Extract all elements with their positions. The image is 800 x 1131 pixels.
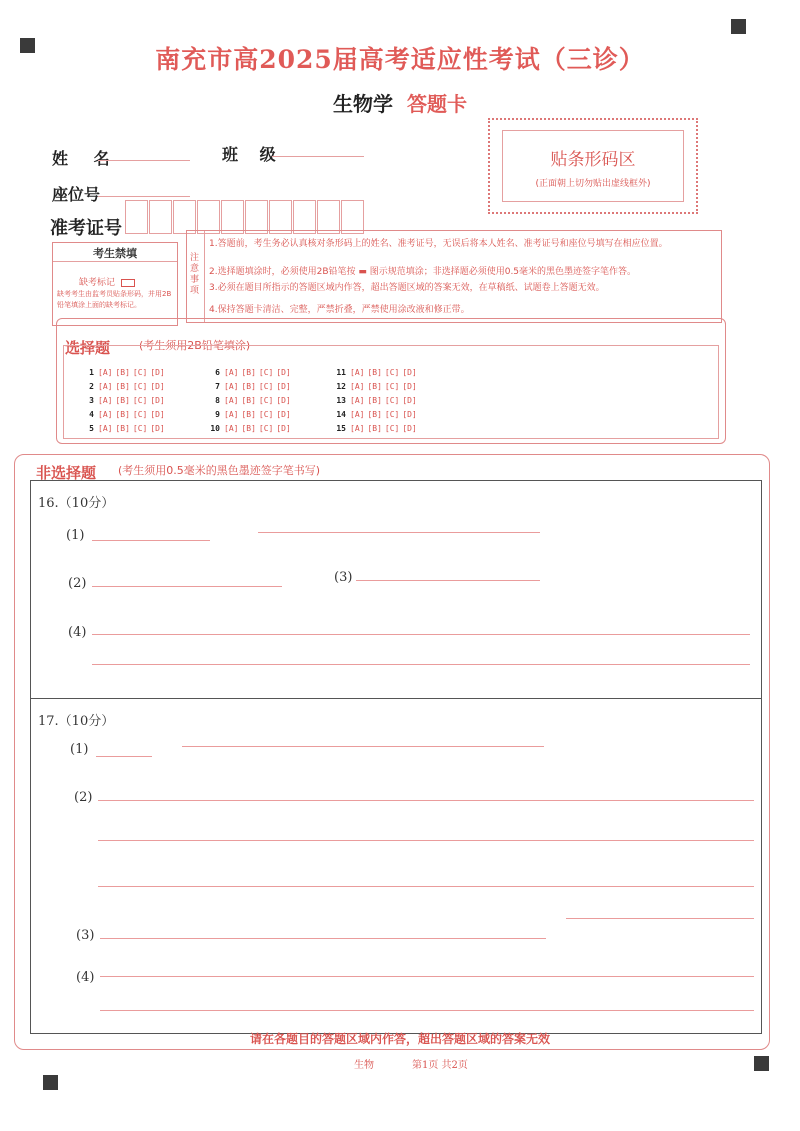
exam-id-digit-box[interactable] xyxy=(221,200,244,234)
choice-option-bubble[interactable]: [D] xyxy=(402,424,417,433)
q17-label: 17.（10分） xyxy=(38,714,115,729)
choice-option-bubble[interactable]: [A] xyxy=(350,368,365,377)
choice-question-row xyxy=(206,396,294,405)
answer-card-label: 答题卡 xyxy=(407,92,467,116)
choice-section-title: 选择题 xyxy=(65,339,111,357)
choice-question-number: 4 xyxy=(89,410,94,419)
barcode-area xyxy=(488,118,698,214)
q16-part-4-answer-line[interactable] xyxy=(92,664,750,665)
choice-question-number: 1 xyxy=(89,368,94,377)
choice-option-bubble[interactable]: [B] xyxy=(241,382,256,391)
choice-option-bubble[interactable]: [D] xyxy=(276,382,291,391)
choice-question-number: 7 xyxy=(215,382,220,391)
choice-option-bubble[interactable]: [C] xyxy=(132,396,148,405)
choice-section-note: (考生须用2B铅笔填涂) xyxy=(139,339,251,352)
exam-id-digit-box[interactable] xyxy=(197,200,220,234)
choice-option-bubble[interactable]: [C] xyxy=(258,382,274,391)
q16-part-2-label: (2) xyxy=(68,576,87,591)
choice-question-row xyxy=(80,424,168,433)
choice-option-bubble[interactable]: [A] xyxy=(98,410,113,419)
answer-frame-divider xyxy=(30,698,762,699)
choice-option-bubble[interactable]: [A] xyxy=(350,396,365,405)
choice-option-bubble[interactable]: [D] xyxy=(276,396,291,405)
subject-name: 生物学 xyxy=(333,92,393,116)
choice-option-bubble[interactable]: [D] xyxy=(150,368,165,377)
choice-option-bubble[interactable]: [D] xyxy=(150,424,165,433)
corner-marker-top-right xyxy=(731,19,746,34)
barcode-note: (正面朝上切勿贴出虚线框外) xyxy=(535,179,651,189)
choice-question-row xyxy=(332,424,420,433)
barcode-title: 贴条形码区 xyxy=(550,150,636,170)
q17-part-1-answer-line[interactable] xyxy=(96,756,152,757)
q16-part-4-label: (4) xyxy=(68,625,87,640)
missing-mark-label: 缺考标记 xyxy=(79,278,116,288)
choice-option-bubble[interactable]: [B] xyxy=(115,382,130,391)
choice-question-number: 13 xyxy=(336,396,346,405)
choice-option-bubble[interactable]: [D] xyxy=(276,410,291,419)
class-label: 班 级 xyxy=(222,145,284,164)
choice-question-number: 15 xyxy=(336,424,346,433)
footer-warning: 请在各题目的答题区域内作答，超出答题区域的答案无效 xyxy=(249,1032,550,1046)
footer-page-info: 第1页 共2页 xyxy=(412,1060,468,1071)
notice-item-3: 3.必须在题目所指示的答题区域内作答，超出答题区域的答案无效，在草稿纸、试题卷上答题无效。 xyxy=(209,283,605,293)
q16-part-1-label: (1) xyxy=(66,528,85,543)
q16-part-4-answer-line[interactable] xyxy=(92,634,750,635)
choice-option-bubble[interactable]: [C] xyxy=(384,424,400,433)
choice-option-bubble[interactable]: [B] xyxy=(241,396,256,405)
exam-id-digit-box[interactable] xyxy=(245,200,268,234)
choice-option-bubble[interactable]: [C] xyxy=(384,396,400,405)
q17-part-4-label: (4) xyxy=(76,970,95,985)
answer-frame xyxy=(30,480,762,1034)
q17-part-3-label: (3) xyxy=(76,928,95,943)
choice-option-bubble[interactable]: [B] xyxy=(115,396,130,405)
choice-option-bubble[interactable]: [D] xyxy=(150,396,165,405)
choice-option-bubble[interactable]: [C] xyxy=(384,410,400,419)
choice-option-bubble[interactable]: [C] xyxy=(132,424,148,433)
choice-option-bubble[interactable]: [B] xyxy=(367,396,382,405)
missing-mark[interactable] xyxy=(79,275,135,288)
q16-part-3-answer-line[interactable] xyxy=(356,580,540,581)
q17-part-1-label: (1) xyxy=(70,742,89,757)
choice-option-bubble[interactable]: [A] xyxy=(224,368,239,377)
examiner-title: 考生禁填 xyxy=(93,247,137,260)
missing-mark-note: 缺考考生由监考员贴条形码，并用2B铅笔填涂上面的缺考标记。 xyxy=(57,290,172,309)
choice-question-row xyxy=(332,368,420,377)
choice-option-bubble[interactable]: [A] xyxy=(350,410,365,419)
choice-option-bubble[interactable]: [B] xyxy=(367,410,382,419)
exam-id-digit-box[interactable] xyxy=(293,200,316,234)
choice-question-row xyxy=(80,410,168,419)
choice-option-bubble[interactable]: [B] xyxy=(367,382,382,391)
choice-question-number: 5 xyxy=(89,424,94,433)
exam-id-label: 准考证号 xyxy=(50,218,122,239)
choice-option-bubble[interactable]: [A] xyxy=(98,424,113,433)
q17-part-2-label: (2) xyxy=(74,790,93,805)
choice-question-row xyxy=(206,382,294,391)
choice-option-bubble[interactable]: [D] xyxy=(402,410,417,419)
choice-option-bubble[interactable]: [A] xyxy=(224,424,239,433)
choice-option-bubble[interactable]: [A] xyxy=(98,396,113,405)
choice-question-number: 9 xyxy=(215,410,220,419)
choice-question-number: 8 xyxy=(215,396,220,405)
choice-option-bubble[interactable]: [B] xyxy=(241,424,256,433)
seat-field[interactable] xyxy=(98,196,190,197)
notice-side-label: 注意事项 xyxy=(190,253,200,296)
choice-option-bubble[interactable]: [C] xyxy=(132,382,148,391)
choice-option-bubble[interactable]: [A] xyxy=(224,382,239,391)
choice-option-bubble[interactable]: [B] xyxy=(115,368,130,377)
missing-mark-box-icon[interactable] xyxy=(121,279,135,287)
choice-question-row xyxy=(332,396,420,405)
exam-id-digit-box[interactable] xyxy=(341,200,364,234)
choice-question-number: 12 xyxy=(336,382,346,391)
corner-marker-bottom-right xyxy=(754,1056,769,1071)
choice-option-bubble[interactable]: [C] xyxy=(132,410,148,419)
exam-id-digit-box[interactable] xyxy=(149,200,172,234)
notice-box xyxy=(186,230,722,323)
q16-part-3-label: (3) xyxy=(334,570,353,585)
q17-part-4-answer-line[interactable] xyxy=(100,976,754,977)
choice-option-bubble[interactable]: [D] xyxy=(402,382,417,391)
q17-part-2-answer-line[interactable] xyxy=(98,800,754,801)
class-field[interactable] xyxy=(272,156,364,157)
examiner-box xyxy=(52,242,178,326)
seat-label: 座位号 xyxy=(52,185,101,204)
choice-option-bubble[interactable]: [A] xyxy=(98,382,113,391)
footer-subject: 生物 xyxy=(354,1060,374,1071)
choice-option-bubble[interactable]: [B] xyxy=(241,368,256,377)
q17-part-2-answer-line[interactable] xyxy=(98,840,754,841)
q16-part-2-answer-line[interactable] xyxy=(92,586,282,587)
q17-part-1-answer-line[interactable] xyxy=(182,746,544,747)
choice-question-row xyxy=(332,382,420,391)
subject-heading xyxy=(0,88,800,117)
nonchoice-section-note: (考生须用0.5毫米的黑色墨迹签字笔书写) xyxy=(118,464,321,477)
choice-option-bubble[interactable]: [D] xyxy=(276,368,291,377)
notice-item-4: 4.保持答题卡清洁、完整，严禁折叠，严禁使用涂改液和修正带。 xyxy=(209,305,470,315)
choice-option-bubble[interactable]: [D] xyxy=(402,396,417,405)
choice-option-bubble[interactable]: [D] xyxy=(150,382,165,391)
choice-option-bubble[interactable]: [C] xyxy=(258,410,274,419)
q17-part-4-answer-line[interactable] xyxy=(100,1010,754,1011)
notice-item-2: 2.选择题填涂时，必须使用2B铅笔按 ▬ 图示规范填涂；非选择题必须使用0.5毫米的黑色墨迹签字笔作答。 xyxy=(209,267,637,277)
exam-id-digit-box[interactable] xyxy=(173,200,196,234)
exam-title: 南充市高2025届高考适应性考试（三诊） xyxy=(155,45,645,74)
choice-option-bubble[interactable]: [C] xyxy=(132,368,148,377)
choice-option-bubble[interactable]: [D] xyxy=(402,368,417,377)
choice-option-bubble[interactable]: [C] xyxy=(384,382,400,391)
exam-id-digit-box[interactable] xyxy=(125,200,148,234)
choice-question-number: 11 xyxy=(336,368,346,377)
choice-question-number: 6 xyxy=(215,368,220,377)
q17-part-3-answer-line[interactable] xyxy=(100,938,546,939)
choice-question-row xyxy=(332,410,420,419)
q16-part-1-answer-line[interactable] xyxy=(92,540,210,541)
choice-option-bubble[interactable]: [C] xyxy=(258,424,274,433)
choice-option-bubble[interactable]: [B] xyxy=(241,410,256,419)
choice-question-number: 2 xyxy=(89,382,94,391)
choice-option-bubble[interactable]: [A] xyxy=(224,396,239,405)
choice-option-bubble[interactable]: [A] xyxy=(350,382,365,391)
exam-id-digit-box[interactable] xyxy=(269,200,292,234)
barcode-box xyxy=(502,130,684,202)
q16-part-1-answer-line[interactable] xyxy=(258,532,540,533)
choice-option-bubble[interactable]: [A] xyxy=(350,424,365,433)
choice-question-row xyxy=(206,410,294,419)
choice-question-row xyxy=(206,424,294,433)
choice-option-bubble[interactable]: [A] xyxy=(224,410,239,419)
choice-question-row xyxy=(80,382,168,391)
choice-option-bubble[interactable]: [A] xyxy=(98,368,113,377)
choice-option-bubble[interactable]: [C] xyxy=(258,368,274,377)
choice-option-bubble[interactable]: [B] xyxy=(115,410,130,419)
choice-question-row xyxy=(80,368,168,377)
choice-question-number: 3 xyxy=(89,396,94,405)
name-field[interactable] xyxy=(98,160,190,161)
choice-question-number: 10 xyxy=(210,424,220,433)
choice-option-bubble[interactable]: [B] xyxy=(367,424,382,433)
choice-option-bubble[interactable]: [D] xyxy=(150,410,165,419)
name-label: 姓 名 xyxy=(52,149,120,168)
q16-label: 16.（10分） xyxy=(38,496,115,511)
choice-option-bubble[interactable]: [B] xyxy=(115,424,130,433)
choice-question-row xyxy=(206,368,294,377)
exam-id-digit-box[interactable] xyxy=(317,200,340,234)
choice-question-row xyxy=(80,396,168,405)
q17-part-2-answer-line[interactable] xyxy=(566,918,754,919)
choice-option-bubble[interactable]: [C] xyxy=(384,368,400,377)
corner-marker-bottom-left xyxy=(43,1075,58,1090)
choice-option-bubble[interactable]: [D] xyxy=(276,424,291,433)
choice-option-bubble[interactable]: [B] xyxy=(367,368,382,377)
notice-item-1: 1.答题前，考生务必认真核对条形码上的姓名、准考证号，无误后将本人姓名、准考证号和座位号填写在相应位置。 xyxy=(209,239,668,249)
nonchoice-section-title: 非选择题 xyxy=(36,464,97,482)
q17-part-2-answer-line[interactable] xyxy=(98,886,754,887)
choice-option-bubble[interactable]: [C] xyxy=(258,396,274,405)
choice-question-number: 14 xyxy=(336,410,346,419)
